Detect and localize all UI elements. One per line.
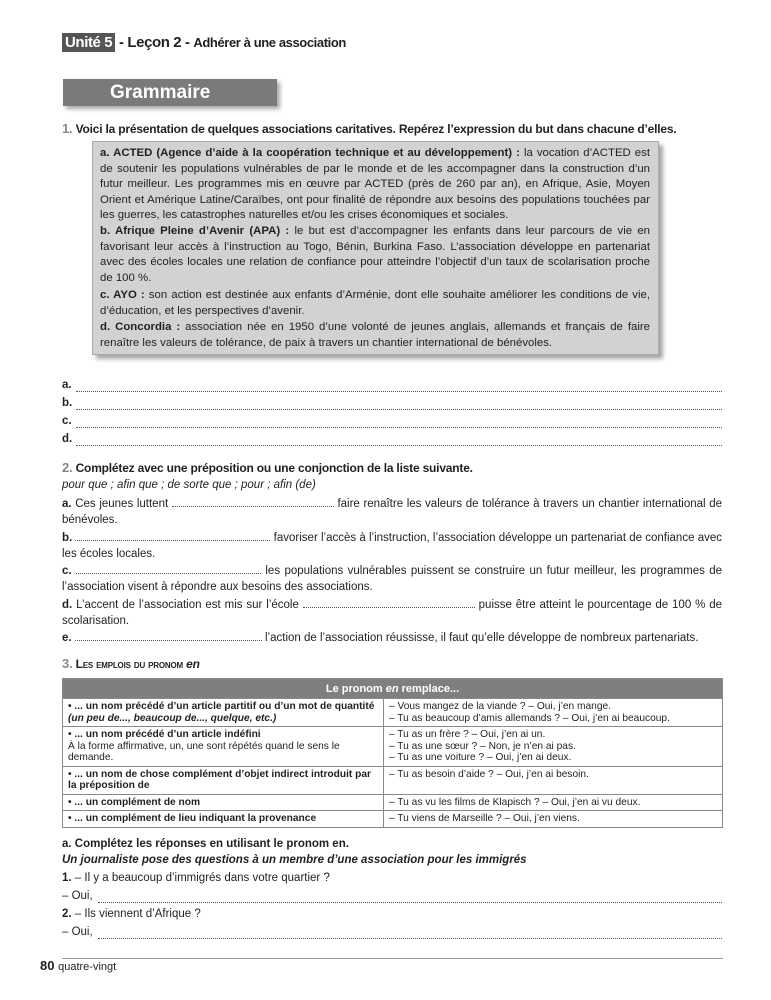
- footer-rule: [62, 958, 723, 959]
- table-row: [63, 811, 723, 828]
- table-row: [63, 766, 723, 794]
- word-list: pour que ; afin que ; de sorte que ; pour ; afin (de): [62, 479, 316, 491]
- blank-d[interactable]: [303, 598, 475, 608]
- answer-line-1[interactable]: – Oui,: [62, 890, 722, 906]
- answer-line-d[interactable]: d.: [62, 433, 722, 449]
- page-number-words: quatre-vingt: [58, 961, 117, 973]
- association-d: d. Concordia : association née en 1950 d’une volonté de jeunes anglais, allemands et français de faire renaître les valeurs de tolérance, de paix à travers un chantier international de bénévoles.: [100, 321, 650, 349]
- sentence-b: b. favoriser l’accès à l’instruction, l’association développe un partenariat de confiance avec les écoles locales.: [62, 532, 722, 560]
- lesson-header: [62, 34, 346, 51]
- table-row: [63, 699, 723, 727]
- exercise-3-title: 3. Les emplois du pronom en: [62, 656, 200, 671]
- example-cell: – Tu viens de Marseille ? – Oui, j’en viens.: [384, 811, 723, 828]
- rule-cell: • ... un nom de chose complément d’objet indirect introduit par la préposition de: [63, 766, 384, 794]
- table-row: [63, 794, 723, 811]
- blank-b[interactable]: [75, 531, 270, 541]
- association-c: c. AYO : son action est destinée aux enfants d’Arménie, dont elle souhaite améliorer les conditions de vie, d’éducation, et les perspectives d’avenir.: [100, 289, 650, 317]
- table-header-row: [63, 679, 723, 699]
- sentence-a: a. Ces jeunes luttent faire renaître les valeurs de tolérance à travers un chantier international de bénévoles.: [62, 498, 722, 526]
- exercise-1-title: 1. Voici la présentation de quelques associations caritatives. Repérez l’expression du but dans chacune d’elles.: [62, 121, 677, 136]
- pronoun-en-table: [62, 678, 723, 828]
- answer-line-a[interactable]: a.: [62, 379, 722, 395]
- answer-line-c[interactable]: c.: [62, 415, 722, 431]
- example-cell: – Vous mangez de la viande ? – Oui, j’en mange. – Tu as beaucoup d’amis allemands ? – Oui, j’en ai beaucoup.: [384, 699, 723, 727]
- lesson-number: - Leçon 2 -: [119, 34, 190, 51]
- page-footer: [40, 958, 116, 973]
- unit-badge: Unité 5: [62, 33, 115, 52]
- rule-cell: • ... un nom précédé d’un article partitif ou d’un mot de quantité (un peu de..., beaucoup de..., quelque, etc.): [63, 699, 384, 727]
- answer-line-2[interactable]: – Oui,: [62, 926, 722, 942]
- section-title: Grammaire: [110, 82, 211, 103]
- table-row: [63, 727, 723, 767]
- exercise-2-title: 2. Complétez avec une préposition ou une conjonction de la liste suivante.: [62, 460, 473, 475]
- example-cell: – Tu as besoin d’aide ? – Oui, j’en ai besoin.: [384, 766, 723, 794]
- table-header: Le pronom en remplace...: [63, 679, 723, 699]
- sentence-d: d. L’accent de l’association est mis sur l’école puisse être atteint le pourcentage de 100 % de scolarisation.: [62, 599, 722, 627]
- rule-cell: • ... un nom précédé d’un article indéfini À la forme affirmative, un, une sont répétés quand le sens le demande.: [63, 727, 384, 767]
- sentence-e: e. l’action de l’association réussisse, il faut qu’elle développe de nombreux partenariats.: [62, 632, 699, 644]
- blank-e[interactable]: [75, 631, 262, 641]
- rule-cell: • ... un complément de lieu indiquant la provenance: [63, 811, 384, 828]
- association-a: a. ACTED (Agence d’aide à la coopération technique et au développement) : la vocation d’ACTED est de soutenir les populations vulnérables de par le monde et de les accompagner dans la construction d’un futur meilleur. Les programmes mis en œuvre par ACTED (près de 260 par an), en Afrique, Asie, Moyen Orient et Amérique Latine/Caraïbes, ont pour finalité de répondre aux besoins des populations touchées par les guerres, les catastrophes naturelles et/ou les crises économiques et sociales.: [100, 147, 650, 222]
- question-2: 2. – Ils viennent d’Afrique ?: [62, 908, 201, 920]
- rule-cell: • ... un complément de nom: [63, 794, 384, 811]
- example-cell: – Tu as un frère ? – Oui, j’en ai un. – Tu as une sœur ? – Non, je n’en ai pas. – Tu as une voiture ? – Oui, j’en ai deux.: [384, 727, 723, 767]
- answer-line-b[interactable]: b.: [62, 397, 722, 413]
- blank-c[interactable]: [76, 564, 261, 574]
- subexercise-a-context: Un journaliste pose des questions à un membre d’une association pour les immigrés: [62, 854, 527, 866]
- page-number: 80: [40, 958, 55, 973]
- example-cell: – Tu as vu les films de Klapisch ? – Oui, j’en ai vu deux.: [384, 794, 723, 811]
- association-b: b. Afrique Pleine d’Avenir (APA) : le but est d’accompagner les enfants dans leur parcours de vie en favorisant leur accès à l’instruction au Togo, Bénin, Burkina Faso. L’association développe en partenariat avec des écoles locales une relation de confiance pour atteindre l’objectif d’un taux de scolarisation proche de 100 %.: [100, 225, 650, 284]
- subexercise-a-instruction: a. Complétez les réponses en utilisant le pronom en.: [62, 838, 349, 850]
- sentence-c: c. les populations vulnérables puissent se construire un futur meilleur, les programmes de l’association visent à répondre aux besoins des associations.: [62, 565, 723, 593]
- blank-a[interactable]: [172, 497, 334, 507]
- lesson-title: Adhérer à une association: [193, 35, 346, 50]
- question-1: 1. – Il y a beaucoup d’immigrés dans votre quartier ?: [62, 872, 330, 884]
